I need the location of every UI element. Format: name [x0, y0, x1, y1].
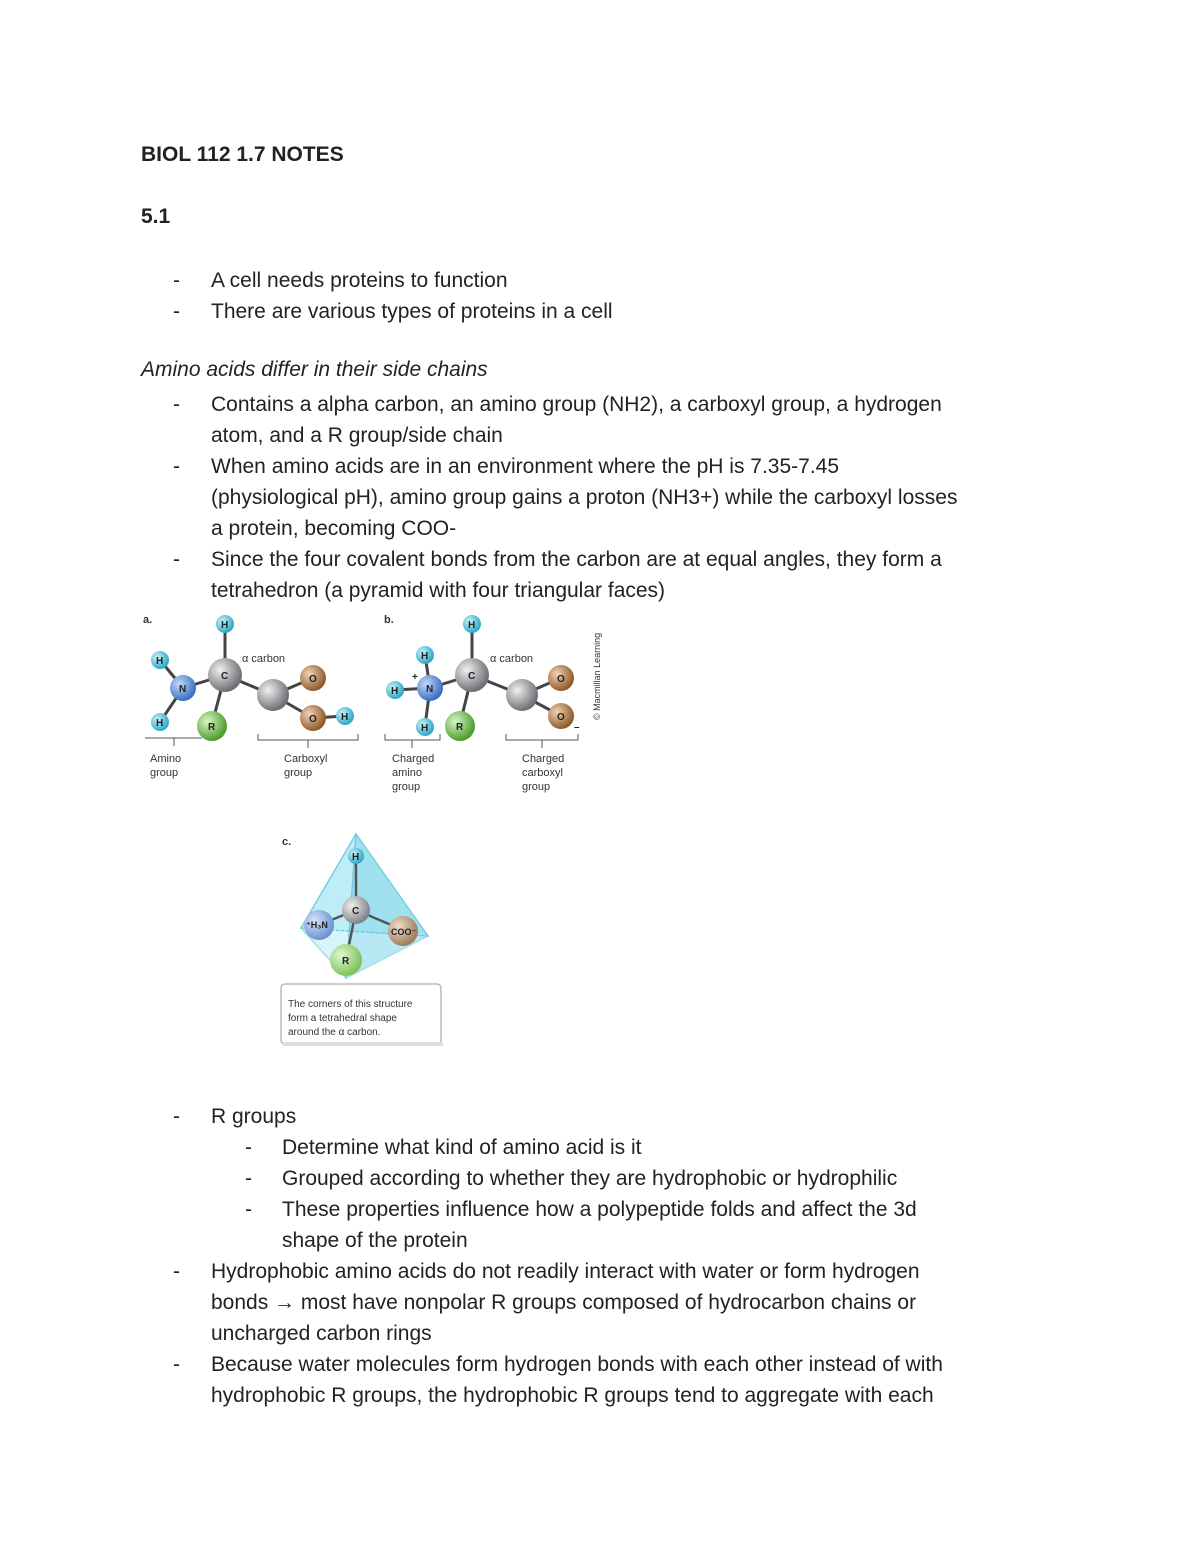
atom-label: H [156, 718, 164, 729]
atom-label: H [391, 686, 399, 697]
final-bullet-1-line-2: bonds → most have nonpolar R groups composed of hydrocarbon chains or [211, 1291, 917, 1314]
amino-group-label-1: Amino [150, 753, 182, 765]
atom-label: H [341, 712, 349, 723]
bullet-dash: - [245, 1198, 252, 1221]
atom-label: R [208, 722, 216, 733]
charged-carboxyl-label-2: carboxyl [522, 767, 563, 779]
tetrahedron-figure [276, 830, 456, 1055]
amino-bullet-3-line-2: tetrahedron (a pyramid with four triangular faces) [211, 579, 666, 602]
r-groups-sub-1: Determine what kind of amino acid is it [282, 1136, 642, 1159]
r-groups-sub-3-line-1: These properties influence how a polypeptide folds and affect the 3d [282, 1198, 917, 1221]
atom-label: H [221, 620, 229, 631]
final-bullet-1-line-1: Hydrophobic amino acids do not readily interact with water or form hydrogen [211, 1260, 920, 1283]
caption-line-3: around the α carbon. [288, 1027, 381, 1038]
amino-bullet-2-line-1: When amino acids are in an environment where the pH is 7.35-7.45 [211, 455, 840, 478]
panel-a-label: a. [143, 614, 153, 626]
plus-charge: + [412, 672, 418, 683]
caption-line-1: The corners of this structure [288, 999, 413, 1010]
atom-label: R [456, 722, 464, 733]
r-groups-sub-3-line-2: shape of the protein [282, 1229, 468, 1252]
atom-label: N [426, 684, 434, 695]
r-groups-label: R groups [211, 1105, 297, 1128]
atom-label: COO⁻ [391, 927, 417, 937]
carboxyl-group-label-1: Carboxyl [284, 753, 328, 765]
subheading: Amino acids differ in their side chains [141, 358, 488, 381]
charged-carboxyl-label-3: group [522, 781, 551, 793]
charged-amino-label-1: Charged [392, 753, 435, 765]
alpha-carbon-label-a: α carbon [242, 653, 286, 665]
charged-carboxyl-label-1: Charged [522, 753, 565, 765]
bullet-dash: - [173, 1105, 180, 1128]
atom-label: H [421, 723, 429, 734]
amino-bullet-2-line-3: a protein, becoming COO- [211, 517, 457, 540]
atom-label: H [352, 852, 360, 863]
bullet-dash: - [173, 1353, 180, 1376]
final-bullet-2-line-1: Because water molecules form hydrogen bonds with each other instead of with [211, 1353, 943, 1376]
r-groups-sub-2: Grouped according to whether they are hydrophobic or hydrophilic [282, 1167, 898, 1190]
bullet-dash: - [173, 300, 180, 323]
atom-label: H [421, 651, 429, 662]
section-number: 5.1 [141, 205, 171, 228]
atom-label: R [342, 956, 350, 967]
bullet-dash: - [245, 1136, 252, 1159]
amino-bullet-1-line-1: Contains a alpha carbon, an amino group (NH2), a carboxyl group, a hydrogen [211, 393, 942, 416]
intro-bullet-1: A cell needs proteins to function [211, 269, 508, 292]
final-bullet-2-line-2: hydrophobic R groups, the hydrophobic R groups tend to aggregate with each [211, 1384, 934, 1407]
atom-label: O [557, 712, 565, 723]
amino-group-label-2: group [150, 767, 179, 779]
atom-label: C [468, 671, 476, 682]
caption-line-2: form a tetrahedral shape [288, 1013, 397, 1024]
carbon-atom [257, 679, 289, 711]
atom-label: O [309, 714, 317, 725]
panel-b-label: b. [384, 614, 394, 626]
atom-label: ⁺H₃N [306, 920, 328, 930]
amino-acid-structure-figure [140, 610, 610, 810]
atom-label: H [468, 620, 476, 631]
atom-label: H [156, 656, 164, 667]
bullet-dash: - [173, 455, 180, 478]
atom-label: C [352, 906, 360, 917]
atom-label: N [179, 684, 187, 695]
carbon-atom [506, 679, 538, 711]
amino-bullet-2-line-2: (physiological pH), amino group gains a proton (NH3+) while the carboxyl losses [211, 486, 958, 509]
bullet-dash: - [173, 1260, 180, 1283]
charged-amino-label-2: amino [392, 767, 422, 779]
atom-label: O [557, 674, 565, 685]
bullet-dash: - [173, 548, 180, 571]
atom-label: O [309, 674, 317, 685]
intro-bullet-2: There are various types of proteins in a cell [211, 300, 613, 323]
bullet-dash: - [173, 393, 180, 416]
amino-bullet-1-line-2: atom, and a R group/side chain [211, 424, 503, 447]
atom-label: C [221, 671, 229, 682]
bullet-dash: - [245, 1167, 252, 1190]
minus-charge: – [574, 722, 580, 733]
doc-title: BIOL 112 1.7 NOTES [141, 143, 344, 166]
panel-c-label: c. [282, 836, 292, 848]
bullet-dash: - [173, 269, 180, 292]
amino-bullet-3-line-1: Since the four covalent bonds from the carbon are at equal angles, they form a [211, 548, 942, 571]
carboxyl-group-label-2: group [284, 767, 313, 779]
charged-amino-label-3: group [392, 781, 421, 793]
alpha-carbon-label-b: α carbon [490, 653, 534, 665]
credit-text: © Macmillan Learning [592, 632, 602, 720]
final-bullet-1-line-3: uncharged carbon rings [211, 1322, 432, 1345]
